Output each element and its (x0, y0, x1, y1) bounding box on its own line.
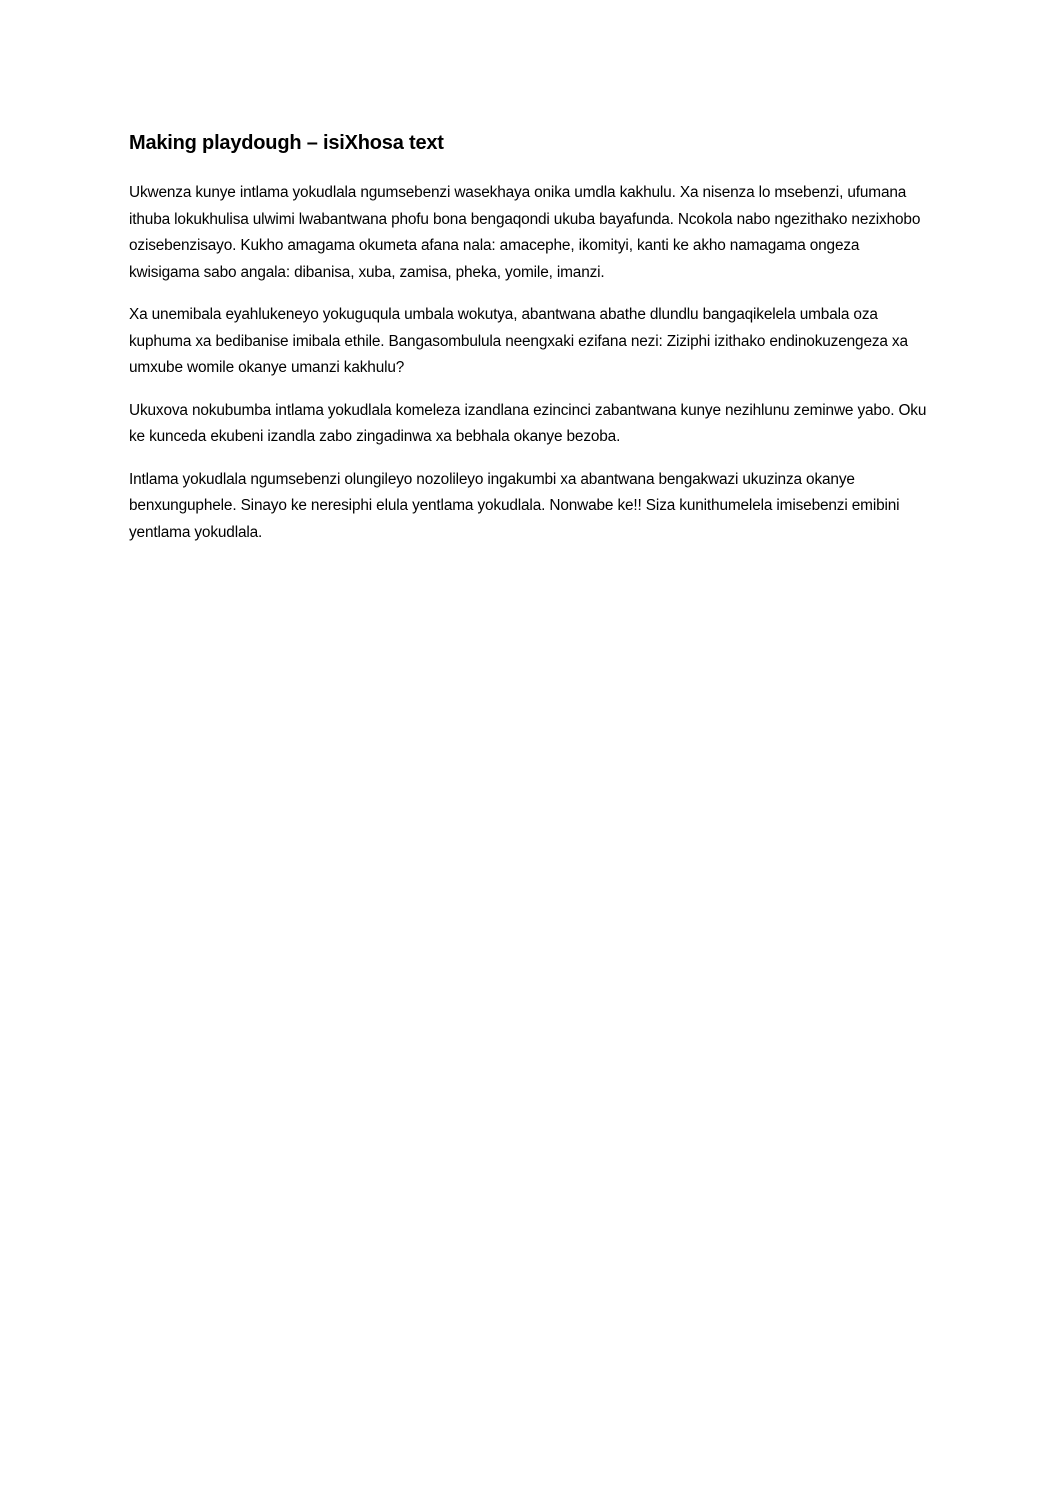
document-body (129, 128, 929, 562)
paragraph-2: Xa unemibala eyahlukeneyo yokuguqula umbala wokutya, abantwana abathe dlundlu bangaqikelela umbala oza kuphuma xa bedibanise imibala ethile. Bangasombulula neengxaki ezifana nezi: Ziziphi izithako endinokuzengeza xa umxube womile okanye umanzi kakhulu? (129, 306, 908, 376)
paragraph-4: Intlama yokudlala ngumsebenzi olungileyo nozolileyo ingakumbi xa abantwana bengakwazi ukuzinza okanye benxunguphele. Sinayo ke neresiphi elula yentlama yokudlala. Nonwabe ke!! Siza kunithumelela imisebenzi emibini yentlama yokudlala. (129, 470, 900, 541)
paragraph-1: Ukwenza kunye intlama yokudlala ngumsebenzi wasekhaya onika umdla kakhulu. Xa nisenza lo msebenzi, ufumana ithuba lokukhulisa ulwimi lwabantwana phofu bona bengaqondi ukuba bayafunda. Ncokola nabo ngezithako nezixhobo ozisebenzisayo. Kukho amagama okumeta afana nala: amacephe, ikomityi, kanti ke akho namagama ongeza kwisigama sabo angala: dibanisa, xuba, zamisa, pheka, yomile, imanzi. (129, 184, 921, 281)
document-title: Making playdough – isiXhosa text (129, 132, 444, 154)
paragraph-3: Ukuxova nokubumba intlama yokudlala komeleza izandlana ezincinci zabantwana kunye nezihlunu zeminwe yabo. Oku ke kunceda ekubeni izandla zabo zingadinwa xa bebhala okanye bezoba. (129, 401, 927, 445)
